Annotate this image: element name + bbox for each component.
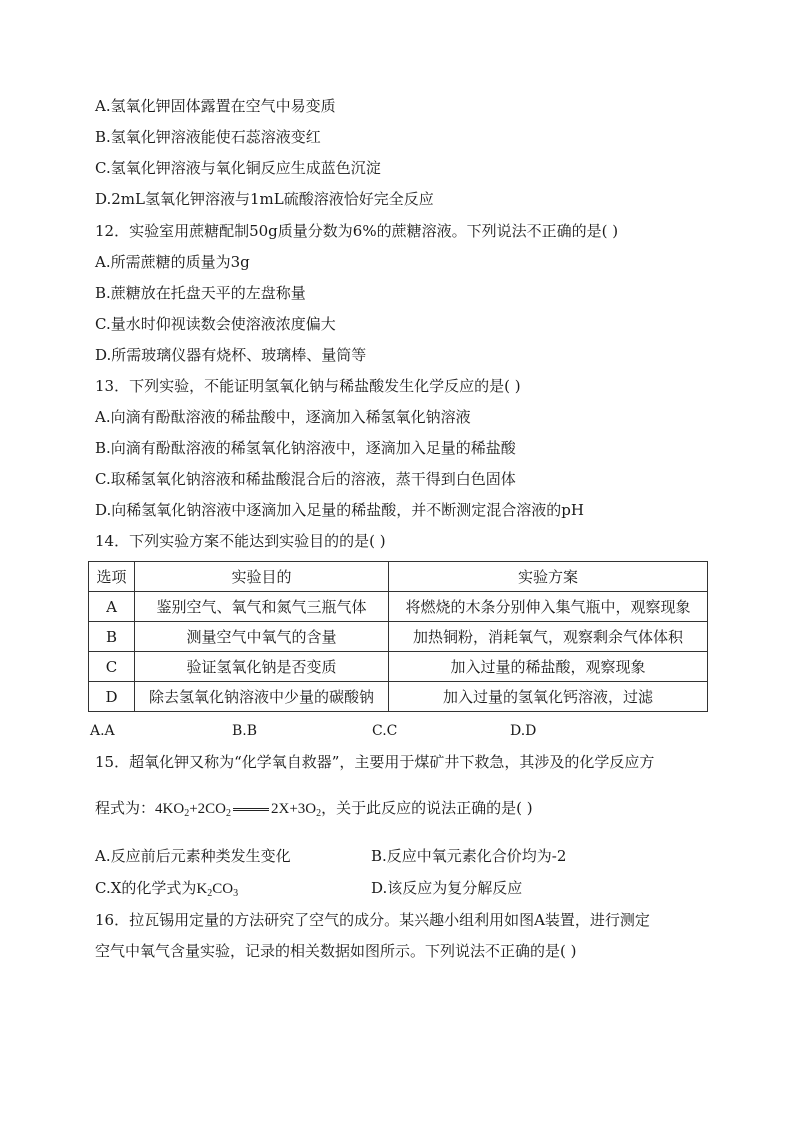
q14-table xyxy=(88,561,708,712)
q13-option-d: D.向稀氢氧化钠溶液中逐滴加入足量的稀盐酸，并不断测定混合溶液的pH xyxy=(95,501,584,519)
q15-option-b: B.反应中氧元素化合价均为-2 xyxy=(371,847,567,865)
q11-option-d: D.2mL氢氧化钾溶液与1mL硫酸溶液恰好完全反应 xyxy=(95,190,434,208)
q11-option-b: B.氢氧化钾溶液能使石蕊溶液变红 xyxy=(95,128,321,146)
table-cell: 除去氢氧化钠溶液中少量的碳酸钠 xyxy=(135,682,389,712)
table-cell: 验证氢氧化钠是否变质 xyxy=(135,652,389,682)
table-row xyxy=(89,592,708,622)
table-header: 选项 xyxy=(89,562,135,592)
q14-answer-b: B.B xyxy=(232,723,258,739)
table-cell: D xyxy=(89,682,135,712)
q14-answer-c: C.C xyxy=(372,723,398,739)
table-row xyxy=(89,622,708,652)
q13-option-a: A.向滴有酚酞溶液的稀盐酸中，逐滴加入稀氢氧化钠溶液 xyxy=(95,408,471,426)
q15-option-d: D.该反应为复分解反应 xyxy=(371,879,523,897)
table-header: 实验目的 xyxy=(135,562,389,592)
q15-option-a: A.反应前后元素种类发生变化 xyxy=(95,847,291,865)
q13-option-c: C.取稀氢氧化钠溶液和稀盐酸混合后的溶液，蒸干得到白色固体 xyxy=(95,470,516,488)
q15-stem-line2 xyxy=(95,798,533,824)
q15-stem-suffix: ，关于此反应的说法正确的是( ) xyxy=(321,799,533,817)
q15-stem-line1: 15．超氧化钾又称为“化学氧自救器”，主要用于煤矿井下救急，其涉及的化学反应方 xyxy=(95,753,655,771)
q13-stem: 13．下列实验，不能证明氢氧化钠与稀盐酸发生化学反应的是( ) xyxy=(95,377,521,395)
table-cell: 将燃烧的木条分别伸入集气瓶中，观察现象 xyxy=(389,592,708,622)
q12-stem: 12．实验室用蔗糖配制50g质量分数为6%的蔗糖溶液。下列说法不正确的是( ) xyxy=(95,222,619,240)
q12-option-b: B.蔗糖放在托盘天平的左盘称量 xyxy=(95,284,306,302)
q11-option-c: C.氢氧化钾溶液与氧化铜反应生成蓝色沉淀 xyxy=(95,159,381,177)
q12-option-a: A.所需蔗糖的质量为3g xyxy=(95,253,250,271)
table-row xyxy=(89,652,708,682)
table-cell: 加入过量的氢氧化钙溶液，过滤 xyxy=(389,682,708,712)
table-cell: 测量空气中氧气的含量 xyxy=(135,622,389,652)
q15-stem-prefix: 程式为： xyxy=(95,799,156,817)
q13-option-b: B.向滴有酚酞溶液的稀氢氧化钠溶液中，逐滴加入足量的稀盐酸 xyxy=(95,439,516,457)
q12-option-c: C.量水时仰视读数会使溶液浓度偏大 xyxy=(95,315,336,333)
q11-option-a: A.氢氧化钾固体露置在空气中易变质 xyxy=(95,97,336,115)
table-header: 实验方案 xyxy=(389,562,708,592)
table-cell: 鉴别空气、氧气和氮气三瓶气体 xyxy=(135,592,389,622)
table-cell: A xyxy=(89,592,135,622)
table-row xyxy=(89,682,708,712)
q16-stem-line1: 16．拉瓦锡用定量的方法研究了空气的成分。某兴趣小组利用如图A装置，进行测定 xyxy=(95,911,650,929)
table-cell: B xyxy=(89,622,135,652)
equals-sign xyxy=(233,808,269,811)
reaction-equation: $4KO_2+2CO_2$ $2X+3O_2$ xyxy=(155,801,322,819)
formula-k2co3: $K_2CO_3$ xyxy=(196,881,239,899)
table-cell: 加入过量的稀盐酸，观察现象 xyxy=(389,652,708,682)
q14-answer-a: A.A xyxy=(90,723,115,739)
q14-stem: 14．下列实验方案不能达到实验目的的是( ) xyxy=(95,532,386,550)
q14-answer-d: D.D xyxy=(510,723,537,739)
table-header-row xyxy=(89,562,708,592)
table-cell: C xyxy=(89,652,135,682)
q15-option-c: C.X的化学式为$K_2CO_3$ xyxy=(95,879,239,899)
table-cell: 加热铜粉，消耗氧气，观察剩余气体体积 xyxy=(389,622,708,652)
q12-option-d: D.所需玻璃仪器有烧杯、玻璃棒、量筒等 xyxy=(95,346,367,364)
q16-stem-line2: 空气中氧气含量实验，记录的相关数据如图所示。下列说法不正确的是( ) xyxy=(95,942,577,960)
